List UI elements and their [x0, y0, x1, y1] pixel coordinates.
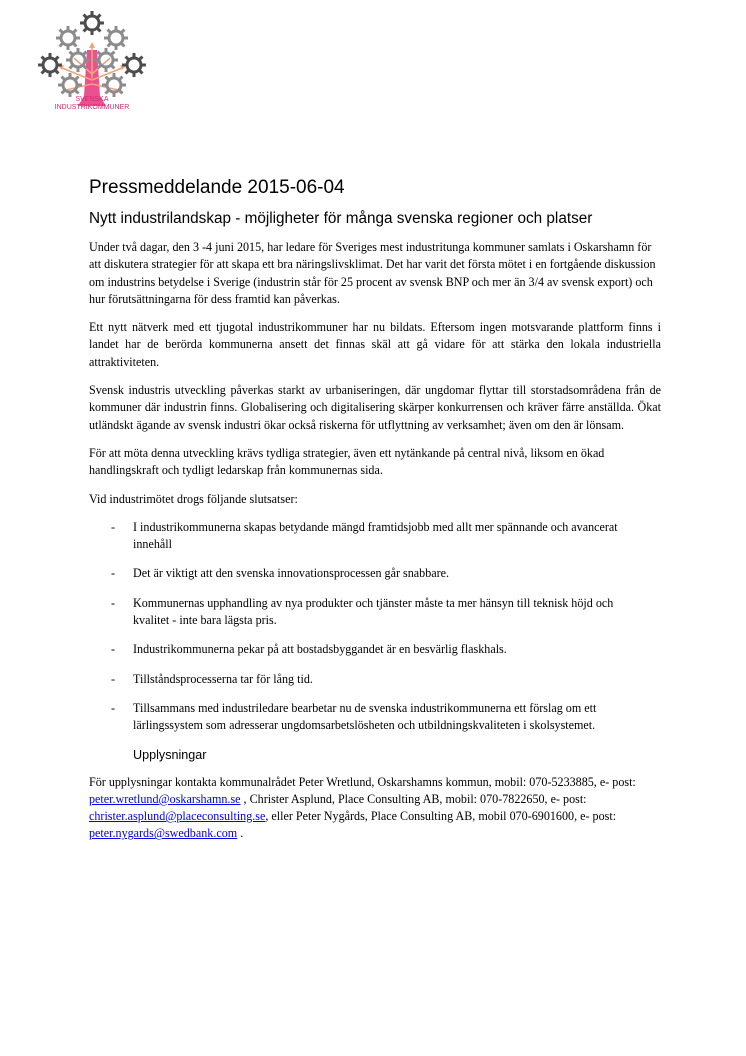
list-item [89, 595, 643, 630]
list-item [89, 565, 643, 582]
contact-paragraph [89, 774, 661, 843]
email-link-nygards[interactable]: peter.nygards@swedbank.com [89, 826, 238, 841]
paragraph-development: Svensk industris utveckling påverkas starkt av urbaniseringen, där ungdomar flyttar till storstadsområdena från de kommuner där industrin finns. Globalisering och digitalisering skärper konkurrensen och kräver färre anställda. Ökat utländskt ägande av svensk industri ökar också riskerna för utflyttning av verksamhet; även om den är lönsam. [89, 383, 661, 432]
bullet-dash: - [111, 671, 116, 686]
paragraph-intro: Under två dagar, den 3 -4 juni 2015, har ledare för Sveriges mest industritunga kommuner samlats i Oskarshamn för att diskutera strategier för att skapa ett bra näringslivsklimat. Det har varit det första mötet i en fortgående diskussion om industrins betydelse i Sverige (industrin står för 25 procent av svensk BNP och mer än 3/4 av svensk export) och hur förutsättningarna för dess framtid kan påverkas. [89, 240, 656, 306]
contact-text: För upplysningar kontakta kommunalrådet Peter Wretlund, Oskarshamns kommun, mobil: 070-5233885, e- post: [89, 774, 636, 789]
bullet-dash: - [111, 642, 116, 657]
logo [38, 8, 146, 118]
bullet-dash: - [111, 519, 116, 534]
list-item-text: Det är viktigt att den svenska innovationsprocessen går snabbare. [133, 566, 450, 581]
list-item-text: Kommunernas upphandling av nya produkter och tjänster måste ta mer hänsyn till teknisk höjd och kvalitet - inte bara lägsta pris. [133, 595, 614, 628]
email-link-wretlund[interactable]: peter.wretlund@oskarshamn.se [89, 791, 241, 806]
document-subtitle: Nytt industrilandskap - möjligheter för många svenska regioner och platser [89, 210, 593, 227]
list-item [89, 671, 643, 688]
email-link-asplund[interactable]: christer.asplund@placeconsulting.se [89, 809, 266, 824]
logo-text-line2: INDUSTRIKOMMUNER [54, 104, 130, 111]
bullet-dash: - [111, 566, 116, 581]
bullet-dash: - [111, 595, 116, 610]
list-item-text: I industrikommunerna skapas betydande mängd framtidsjobb med allt mer spännande och avancerat innehåll [133, 519, 618, 552]
document-title: Pressmeddelande 2015-06-04 [89, 177, 345, 198]
contact-text: . [237, 826, 244, 841]
contact-text: , Christer Asplund, Place Consulting AB, mobil: 070-7822650, e- post: [240, 791, 587, 806]
paragraph-network: Ett nytt nätverk med ett tjugotal industrikommuner har nu bildats. Eftersom ingen motsvarande plattform finns i landet har de berörda kommunerna ansett det finnas skäl att gå vidare för att stärka den lokala industriella attraktiviteten. [89, 320, 661, 369]
industrikommuner-logo-icon [38, 8, 146, 118]
list-item [89, 700, 643, 735]
list-item-text: Tillståndsprocesserna tar för lång tid. [133, 671, 313, 686]
conclusions-list [89, 519, 661, 735]
paragraph-strategy: För att möta denna utveckling krävs tydliga strategier, även ett nytänkande på central nivå, liksom en ökad handlingskraft och tydligt ledarskap från kommunernas sida. [89, 445, 605, 478]
list-item [89, 519, 643, 554]
paragraph-conclusions-intro: Vid industrimötet drogs följande slutsatser: [89, 491, 298, 506]
list-item [89, 641, 643, 658]
logo-text-line1: SVENSKA [75, 96, 109, 103]
bullet-dash: - [111, 700, 116, 715]
contact-text: , eller Peter Nygårds, Place Consulting AB, mobil 070-6901600, e- post: [265, 809, 617, 824]
list-item-text: Industrikommunerna pekar på att bostadsbyggandet är en besvärlig flaskhals. [133, 642, 507, 657]
info-heading: Upplysningar [133, 747, 207, 762]
press-release [89, 176, 661, 854]
list-item-text: Tillsammans med industriledare bearbetar nu de svenska industrikommunerna ett förslag om ett lärlingssystem som adresserar ungdomsarbetslösheten och utbildningskvaliteten i skolsystemet. [133, 700, 597, 733]
